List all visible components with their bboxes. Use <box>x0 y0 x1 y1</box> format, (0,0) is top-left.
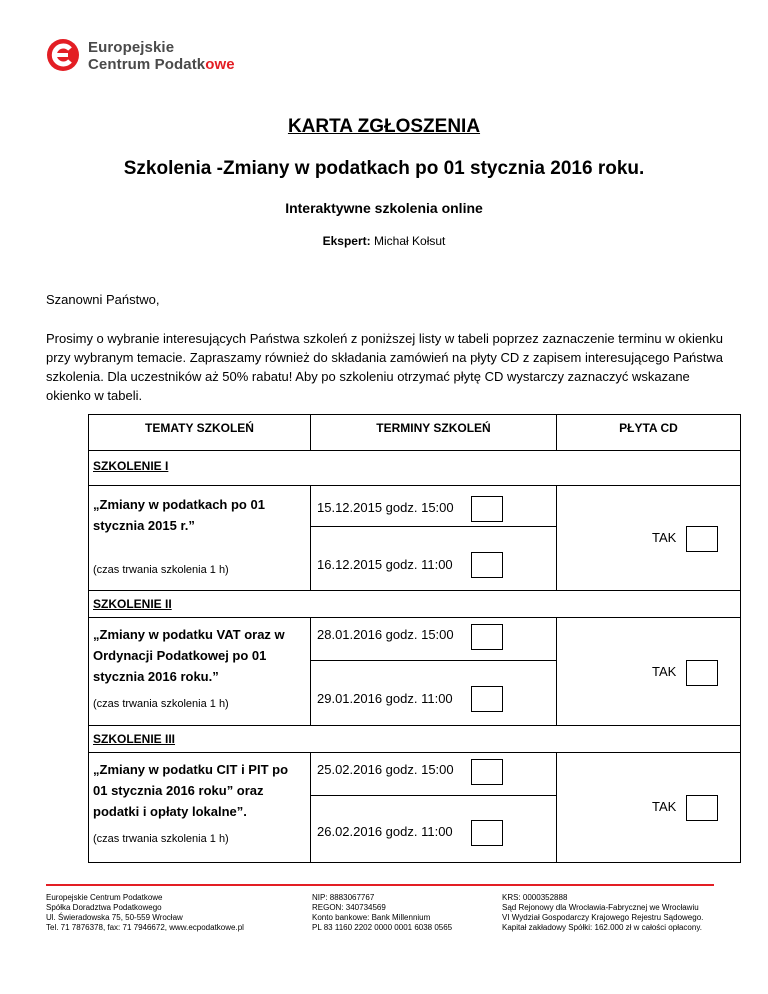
date-checkbox[interactable] <box>471 624 503 650</box>
logo-line2b: owe <box>205 56 235 73</box>
cd-checkbox[interactable] <box>686 660 718 686</box>
logo-mark-icon <box>46 38 80 72</box>
company-logo <box>46 38 266 74</box>
topic-text: „Zmiany w podatkach po 01 stycznia 2015 r.” <box>93 497 265 533</box>
topic-cell <box>89 486 311 591</box>
cd-cell <box>557 753 741 863</box>
session-row <box>89 451 741 486</box>
duration-text: (czas trwania szkolenia 1 h) <box>93 698 229 710</box>
expert-name: Michał Kołsut <box>374 234 446 248</box>
date-text: 26.02.2016 godz. 11:00 <box>317 824 453 839</box>
training-mode: Interaktywne szkolenia online <box>285 200 483 216</box>
cd-label: TAK <box>652 664 677 679</box>
date-cell <box>311 527 557 591</box>
session-label: SZKOLENIE I <box>93 459 169 473</box>
topic-cell <box>89 618 311 726</box>
logo-line1: Europejskie <box>88 39 175 56</box>
footer-line: PL 83 1160 2202 0000 0001 6038 0565 <box>312 923 453 932</box>
date-checkbox[interactable] <box>471 552 503 578</box>
header-topics: TEMATY SZKOLEŃ <box>89 415 311 451</box>
header-cd: PŁYTA CD <box>557 415 741 451</box>
date-cell <box>311 661 557 726</box>
logo-text <box>88 39 235 73</box>
cd-cell <box>557 618 741 726</box>
expert-label: Ekspert: <box>322 234 371 248</box>
footer-line: REGON: 340734569 <box>312 903 386 912</box>
cd-checkbox[interactable] <box>686 526 718 552</box>
footer-line: Ul. Świeradowska 75, 50-559 Wrocław <box>46 913 183 922</box>
date-checkbox[interactable] <box>471 820 503 846</box>
date-checkbox[interactable] <box>471 496 503 522</box>
expert-line <box>0 234 768 248</box>
footer-line: Tel. 71 7876378, fax: 71 7946672, www.ecpodatkowe.pl <box>46 923 244 932</box>
footer-line: Spółka Doradztwa Podatkowego <box>46 903 162 912</box>
footer-registry <box>312 893 452 933</box>
greeting: Szanowni Państwo, <box>46 292 160 307</box>
cd-cell <box>557 486 741 591</box>
footer-line: VI Wydział Gospodarczy Krajowego Rejestru Sądowego. <box>502 913 704 922</box>
header-dates: TERMINY SZKOLEŃ <box>311 415 557 451</box>
session-row <box>89 726 741 753</box>
cd-checkbox[interactable] <box>686 795 718 821</box>
topic-text: „Zmiany w podatku VAT oraz w Ordynacji Podatkowej po 01 stycznia 2016 roku.” <box>93 627 285 684</box>
date-text: 15.12.2015 godz. 15:00 <box>317 500 454 515</box>
session-label: SZKOLENIE II <box>93 597 172 611</box>
cd-label: TAK <box>652 530 677 545</box>
cd-label: TAK <box>652 799 677 814</box>
date-checkbox[interactable] <box>471 759 503 785</box>
topic-text: „Zmiany w podatku CIT i PIT po 01 stycznia 2016 roku” oraz podatki i opłaty lokalne”. <box>93 762 289 819</box>
session-label: SZKOLENIE III <box>93 732 176 746</box>
footer-divider <box>46 884 714 886</box>
session-row <box>89 591 741 618</box>
topic-cell <box>89 753 311 863</box>
logo-line2a: Centrum Podatk <box>88 56 206 73</box>
training-table <box>88 414 741 863</box>
duration-text: (czas trwania szkolenia 1 h) <box>93 564 229 576</box>
date-cell <box>311 618 557 661</box>
footer-line: NIP: 8883067767 <box>312 893 375 902</box>
date-checkbox[interactable] <box>471 686 503 712</box>
form-title: KARTA ZGŁOSZENIA <box>287 116 481 137</box>
intro-paragraph: Prosimy o wybranie interesujących Państwa szkoleń z poniższej listy w tabeli poprzez zaznaczenie terminu w okienku przy wybranym temacie. Zapraszamy również do składania zamówień na płyty CD z zapisem interesującego Państwa szkolenia. Dla uczestników aż 50% rabatu! Aby po szkoleniu otrzymać płytę CD wystarczy zaznaczyć wskazane okienko w tabeli. <box>46 331 724 403</box>
footer-company <box>46 893 244 933</box>
date-text: 16.12.2015 godz. 11:00 <box>317 557 453 573</box>
footer-line: Sąd Rejonowy dla Wrocławia-Fabrycznej we Wrocławiu <box>502 903 699 912</box>
footer-line: Kapitał zakładowy Spółki: 162.000 zł w całości opłacony. <box>502 923 702 932</box>
date-text: 25.02.2016 godz. 15:00 <box>317 762 454 777</box>
footer-court <box>502 893 703 933</box>
footer-line: Europejskie Centrum Podatkowe <box>46 893 163 902</box>
date-text: 28.01.2016 godz. 15:00 <box>317 627 454 642</box>
date-cell <box>311 753 557 796</box>
form-subtitle: Szkolenia -Zmiany w podatkach po 01 stycznia 2016 roku. <box>123 158 645 179</box>
duration-text: (czas trwania szkolenia 1 h) <box>93 833 229 845</box>
date-cell <box>311 796 557 863</box>
date-cell <box>311 486 557 527</box>
date-text: 29.01.2016 godz. 11:00 <box>317 691 453 706</box>
footer-line: Konto bankowe: Bank Millennium <box>312 913 431 922</box>
footer-line: KRS: 0000352888 <box>502 893 568 902</box>
